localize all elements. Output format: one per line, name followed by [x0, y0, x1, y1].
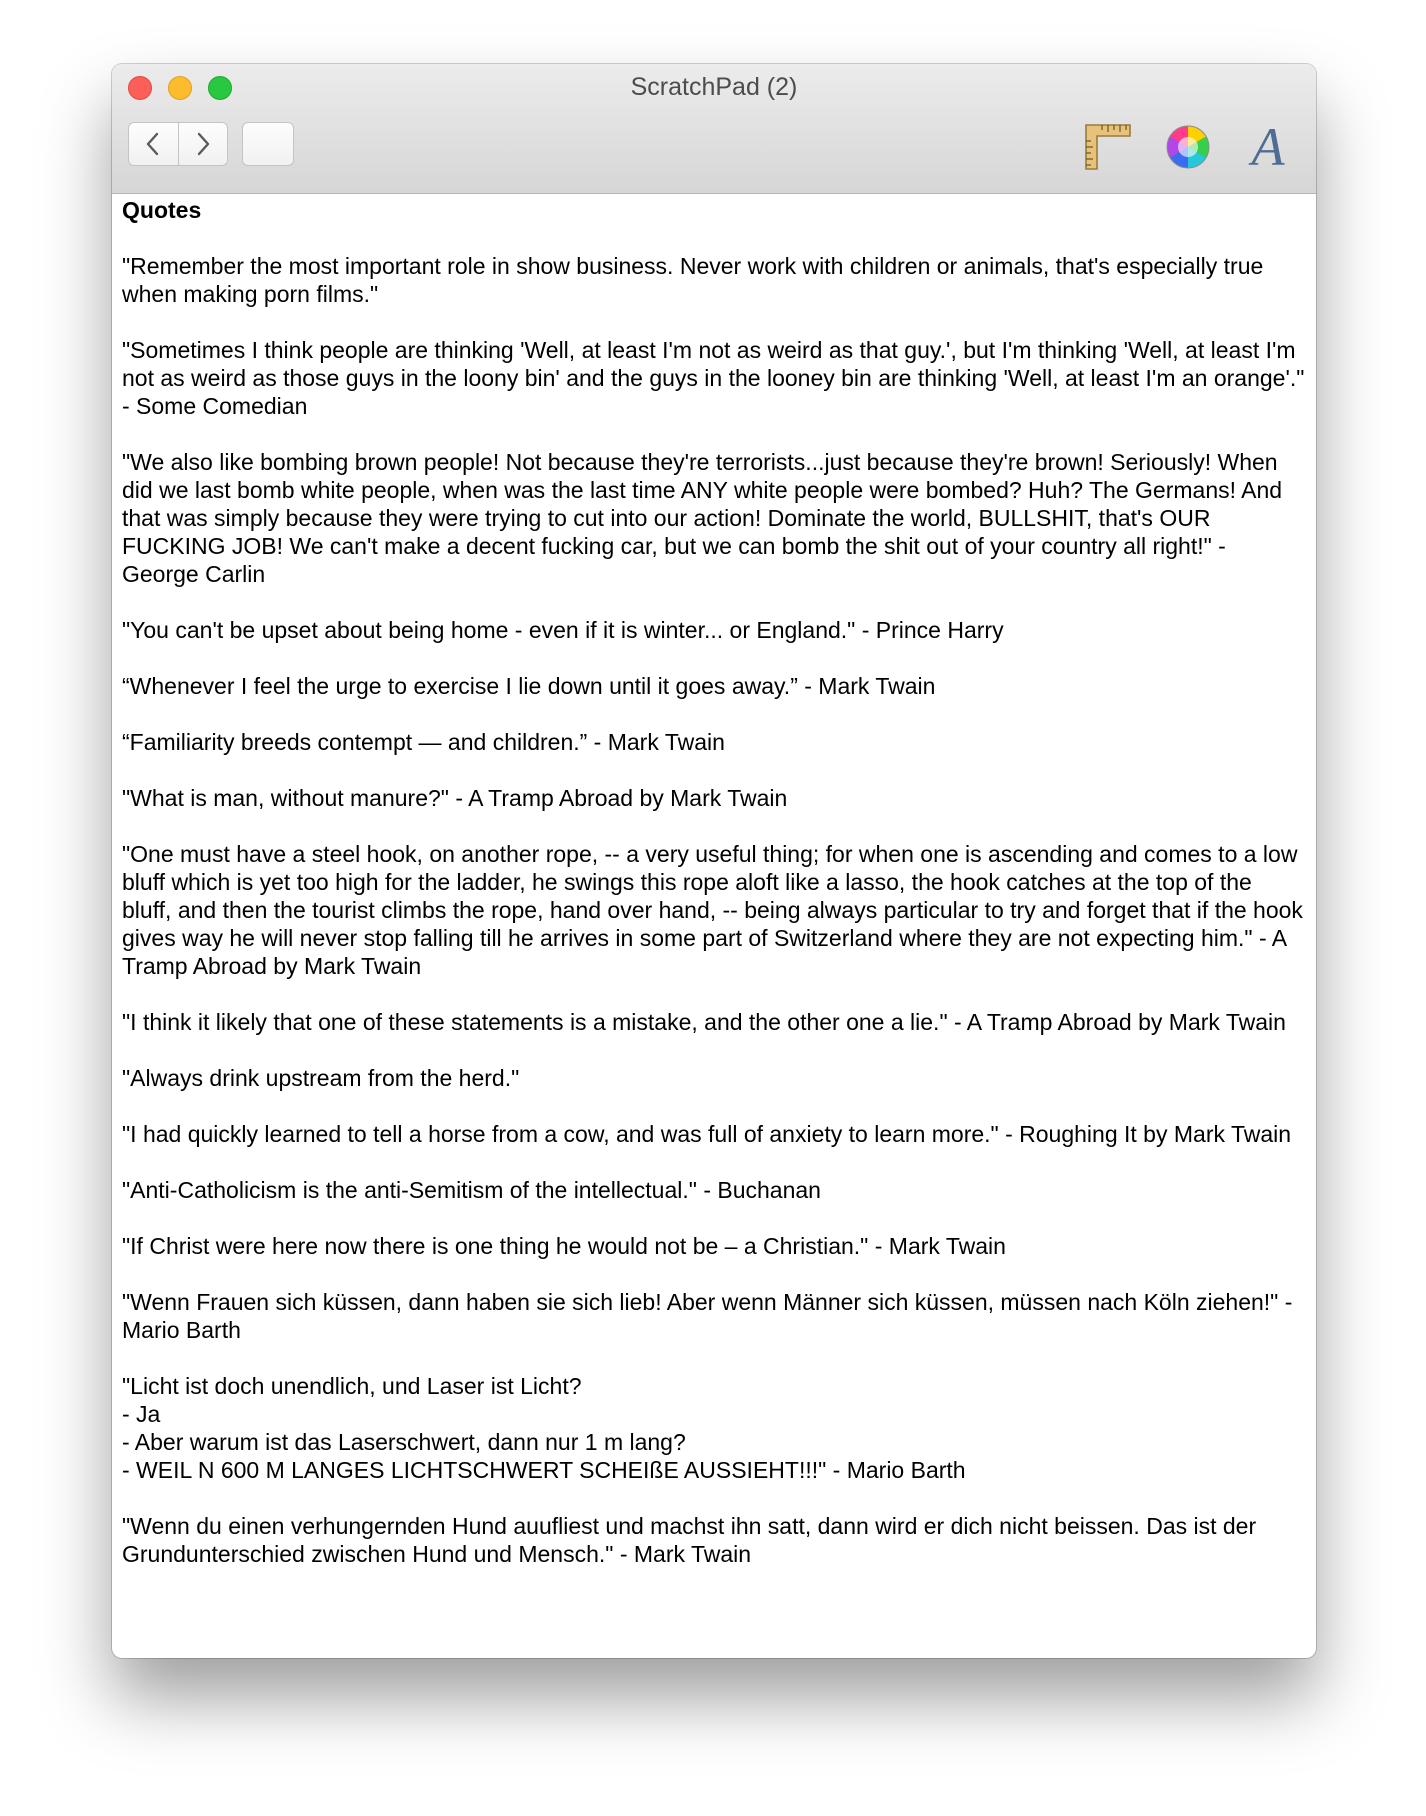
- quote-paragraph: "Licht ist doch unendlich, und Laser ist Licht? - Ja - Aber warum ist das Laserschwert, dann nur 1 m lang? - WEIL N 600 M LANGES LICHTSCHWERT SCHEIßE AUSSIEHT!!!" - Mario Barth: [122, 1373, 966, 1483]
- text-editor[interactable]: [112, 194, 1316, 1658]
- chevron-left-icon: [145, 131, 161, 157]
- quote-paragraph: “Familiarity breeds contempt — and children.” - Mark Twain: [122, 729, 725, 755]
- chevron-right-icon: [195, 131, 211, 157]
- ruler-icon: [1082, 121, 1134, 173]
- quote-paragraph: "You can't be upset about being home - even if it is winter... or England." - Prince Harry: [122, 617, 1004, 643]
- quote-paragraph: "Remember the most important role in show business. Never work with children or animals, that's especially true when making porn films.": [122, 253, 1270, 307]
- quote-paragraph: “Whenever I feel the urge to exercise I lie down until it goes away.” - Mark Twain: [122, 673, 936, 699]
- navigation-buttons: [128, 122, 228, 166]
- font-button[interactable]: [1240, 117, 1296, 177]
- quote-paragraph: "Always drink upstream from the herd.": [122, 1065, 520, 1091]
- back-button[interactable]: [129, 123, 178, 165]
- window-title: ScratchPad (2): [630, 73, 798, 101]
- quote-paragraph: "What is man, without manure?" - A Tramp Abroad by Mark Twain: [122, 785, 788, 811]
- scratchpad-window: [112, 64, 1316, 1658]
- ruler-button[interactable]: [1080, 120, 1136, 174]
- font-icon: A: [1251, 117, 1285, 177]
- quote-paragraph: "Sometimes I think people are thinking 'Well, at least I'm not as weird as that guy.', but I'm thinking 'Well, at least I'm not as weird as those guys in the loony bin' and the guys in the looney bin are thinking 'Well, at least I'm an orange'." - Some Comedian: [122, 337, 1311, 419]
- toolbar-blank-button[interactable]: [242, 122, 294, 166]
- document-heading: Quotes: [122, 197, 202, 223]
- quote-paragraph: "If Christ were here now there is one thing he would not be – a Christian." - Mark Twain: [122, 1233, 1006, 1259]
- quote-paragraph: "Wenn Frauen sich küssen, dann haben sie sich lieb! Aber wenn Männer sich küssen, müssen nach Köln ziehen!" - Mario Barth: [122, 1289, 1299, 1343]
- quote-paragraph: "One must have a steel hook, on another rope, -- a very useful thing; for when one is ascending and comes to a low bluff which is yet too high for the ladder, he swings this rope aloft like a lasso, the hook catches at the top of the bluff, and then the tourist climbs the rope, hand over hand, -- being always particular to try and forget that if the hook gives way he will never stop falling till he arrives in some part of Switzerland where they are not expecting him." - A Tramp Abroad by Mark Twain: [122, 841, 1310, 979]
- quote-paragraph: "I had quickly learned to tell a horse from a cow, and was full of anxiety to learn more." - Roughing It by Mark Twain: [122, 1121, 1292, 1147]
- forward-button[interactable]: [178, 123, 228, 165]
- title-bar[interactable]: [112, 64, 1316, 194]
- quote-paragraph: "We also like bombing brown people! Not because they're terrorists...just because they're brown! Seriously! When did we last bomb white people, when was the last time ANY white people were bombed? Huh? The Germans! And that was simply because they were trying to cut into our action! Dominate the world, BULLSHIT, that's OUR FUCKING JOB! We can't make a decent fucking car, but we can bomb the shit out of your country all right!" - George Carlin: [122, 449, 1289, 587]
- quote-paragraph: "I think it likely that one of these statements is a mistake, and the other one a lie." - A Tramp Abroad by Mark Twain: [122, 1009, 1286, 1035]
- quote-paragraph: "Wenn du einen verhungernden Hund auufliest und machst ihn satt, dann wird er dich nicht beissen. Das ist der Grundunterschied zwischen Hund und Mensch." - Mark Twain: [122, 1513, 1263, 1567]
- quote-paragraph: "Anti-Catholicism is the anti-Semitism of the intellectual." - Buchanan: [122, 1177, 821, 1203]
- color-wheel-icon: [1164, 123, 1212, 171]
- quote-list: [122, 252, 1311, 1568]
- color-button[interactable]: [1160, 120, 1216, 174]
